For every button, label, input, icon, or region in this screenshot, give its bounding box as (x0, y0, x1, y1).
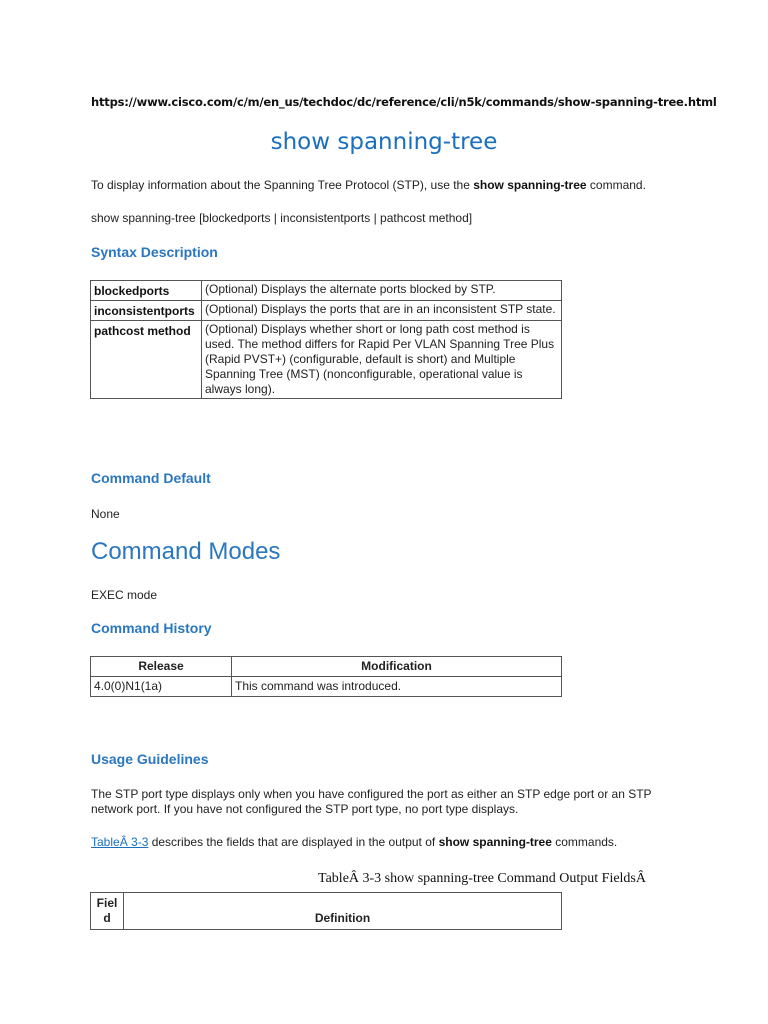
para-text-end: commands. (551, 835, 618, 849)
command-default-heading: Command Default (91, 470, 211, 486)
intro-text-before: To display information about the Spanning Tree Protocol (STP), use the (91, 178, 474, 192)
command-history-table (90, 656, 562, 697)
page-url: https://www.cisco.com/c/m/en_us/techdoc/dc/reference/cli/n5k/commands/show-spanning-tree.html (91, 95, 717, 109)
usage-paragraph: The STP port type displays only when you have configured the port as either an STP edge port or an STP network port. If you have not configured the STP port type, no port type displays. (91, 787, 652, 816)
intro-command: show spanning-tree (473, 178, 587, 192)
intro-paragraph (91, 178, 646, 192)
usage-guidelines-heading: Usage Guidelines (91, 751, 209, 767)
output-fields-table (90, 892, 562, 930)
syntax-line: show spanning-tree [blockedports | inconsistentports | pathcost method] (91, 211, 473, 225)
field-header-line2: d (103, 911, 111, 925)
table-row (91, 321, 562, 399)
command-default-text: None (91, 507, 120, 521)
keyword-cell: blockedports (91, 281, 202, 301)
description-cell: (Optional) Displays whether short or long path cost method is used. The method differs for Rapid Per VLAN Spanning Tree Plus (Rapid PVST+) (configurable, default is short) and Multiple Spanning Tree (MST) (nonconfigurable, operational value is always long). (202, 321, 562, 399)
para-text: describes the fields that are displayed in the output of (148, 835, 439, 849)
table-caption: TableÂ 3-3 show spanning-tree Command Output FieldsÂ (318, 871, 646, 886)
table-row (91, 281, 562, 301)
syntax-description-table (90, 280, 562, 399)
column-header-field (91, 893, 124, 930)
table-reference-paragraph (91, 835, 617, 849)
table-header-row (91, 657, 562, 677)
intro-text-after: command. (586, 178, 646, 192)
description-cell: (Optional) Displays the alternate ports blocked by STP. (202, 281, 562, 301)
page-title: show spanning-tree (270, 129, 498, 155)
column-header-definition: Definition (124, 893, 562, 930)
field-header-line1: Fiel (96, 896, 118, 910)
column-header: Modification (232, 657, 562, 677)
table-reference-link[interactable]: TableÂ 3-3 (91, 835, 149, 849)
table-row (91, 301, 562, 321)
column-header: Release (91, 657, 232, 677)
release-cell: 4.0(0)N1(1a) (91, 677, 232, 697)
command-modes-text: EXEC mode (91, 588, 158, 602)
command-modes-heading: Command Modes (91, 538, 281, 565)
description-cell: (Optional) Displays the ports that are in an inconsistent STP state. (202, 301, 562, 321)
table-header-row (91, 893, 562, 930)
modification-cell: This command was introduced. (232, 677, 562, 697)
syntax-description-heading: Syntax Description (91, 244, 218, 260)
keyword-cell: inconsistentports (91, 301, 202, 321)
table-row (91, 677, 562, 697)
command-history-heading: Command History (91, 620, 212, 636)
para-command: show spanning-tree (438, 835, 552, 849)
keyword-cell: pathcost method (91, 321, 202, 399)
